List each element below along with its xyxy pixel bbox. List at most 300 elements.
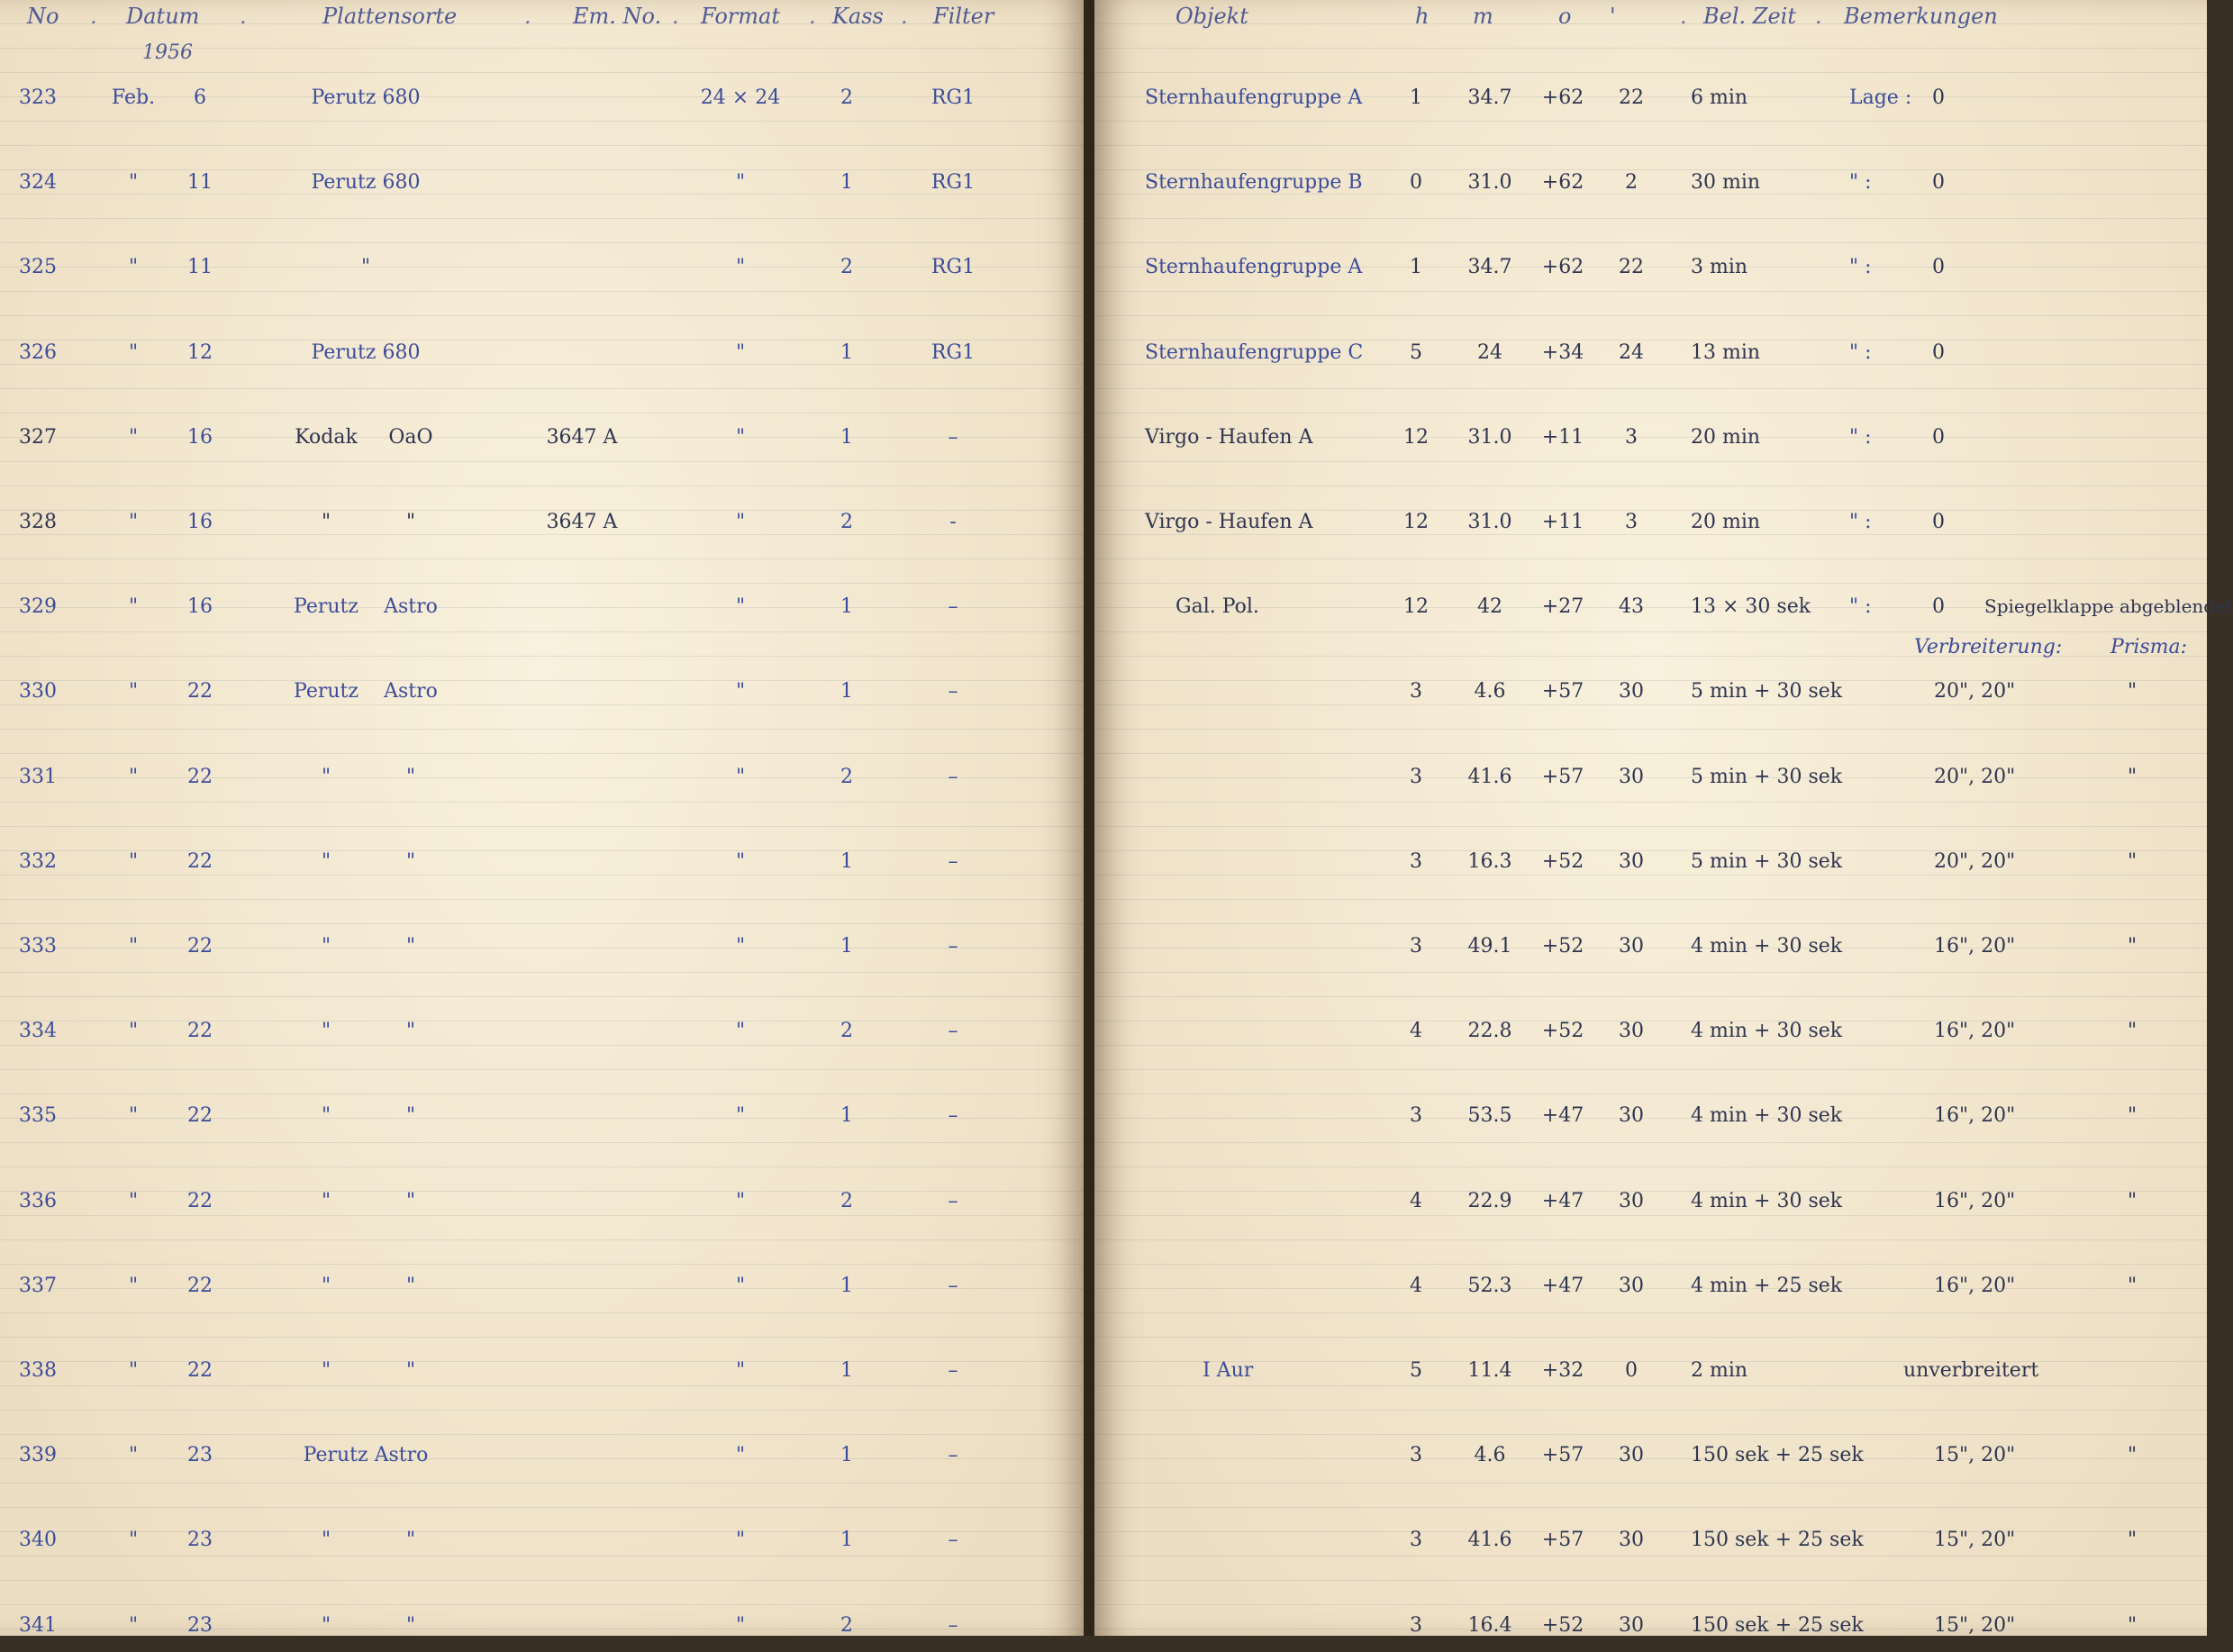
ra-hours: 1 [1410,86,1422,109]
col-header-h: h [1415,4,1430,29]
remark-value: 0 [1932,86,1945,109]
plate-format: " [735,680,746,703]
plate-format: " [735,1275,746,1297]
plate-type-2: " [405,850,416,873]
plate-format: " [735,1614,746,1637]
col-header-deg: o [1558,4,1572,29]
plate-type: Perutz 680 [311,171,421,194]
table-row [1094,767,2207,803]
col-header-min: ' [1610,4,1616,29]
exposure-time: 4 min + 30 sek [1691,1104,1843,1127]
ra-minutes: 22.9 [1467,1190,1512,1212]
date-month: " [128,341,139,364]
ra-minutes: 22.8 [1467,1020,1512,1042]
plate-type-2: " [405,1190,416,1212]
col-header-datum: Datum [126,4,200,29]
ra-hours: 3 [1410,850,1422,873]
cassette-number: 1 [840,1444,853,1466]
date-day: 11 [187,171,213,194]
date-month: " [128,850,139,873]
table-row [0,88,1085,124]
date-day: 23 [187,1614,213,1637]
remark-note: Spiegelklappe abgeblendet [1984,595,2233,617]
plate-number: 335 [19,1104,57,1127]
ra-hours: 3 [1410,766,1422,788]
declination-degrees: +11 [1541,511,1584,533]
table-row [1094,1276,2207,1312]
plate-number: 338 [19,1359,57,1382]
col-header-filter: Filter [933,4,994,29]
ra-minutes: 41.6 [1467,1529,1512,1551]
declination-degrees: +62 [1541,171,1584,194]
table-row [1094,1021,2207,1057]
date-day: 23 [187,1444,213,1466]
plate-type-2: OaO [388,426,433,449]
declination-degrees: +11 [1541,426,1584,449]
object-name: I Aur [1203,1359,1254,1382]
object-name: Gal. Pol. [1176,595,1259,618]
ra-hours: 3 [1410,1104,1422,1127]
declination-degrees: +52 [1541,850,1584,873]
declination-minutes: 30 [1619,1104,1644,1127]
date-month: " [128,171,139,194]
declination-degrees: +34 [1541,341,1584,364]
object-name: Sternhaufengruppe A [1145,86,1363,109]
ra-hours: 3 [1410,1444,1422,1466]
plate-format: " [735,766,746,788]
date-day: 23 [187,1529,213,1551]
filter: – [948,850,958,873]
ra-hours: 5 [1410,341,1422,364]
ra-minutes: 34.7 [1467,256,1512,278]
declination-degrees: +57 [1541,1529,1584,1551]
declination-minutes: 22 [1619,256,1644,278]
table-row [1094,1192,2207,1228]
plate-format: " [735,426,746,449]
declination-minutes: 30 [1619,1614,1644,1637]
date-day: 16 [187,426,213,449]
col-header-plattensorte: Plattensorte [322,4,458,29]
declination-minutes: 30 [1619,850,1644,873]
remark-value: unverbreitert [1903,1359,2039,1382]
remark-value: 15", 20" [1934,1444,2016,1466]
date-day: 22 [187,1275,213,1297]
cassette-number: 2 [840,511,853,533]
table-row [0,258,1085,294]
table-row [1094,682,2207,718]
filter: – [948,1020,958,1042]
ra-hours: 4 [1410,1190,1422,1212]
declination-degrees: +57 [1541,680,1584,703]
date-month: Feb. [111,86,156,109]
ra-minutes: 24 [1477,341,1502,364]
plate-number: 332 [19,850,57,873]
date-month: " [128,511,139,533]
exposure-time: 5 min + 30 sek [1691,680,1843,703]
plate-type: " [360,256,371,278]
header-separator: . [672,4,679,29]
declination-minutes: 43 [1619,595,1644,618]
exposure-time: 150 sek + 25 sek [1691,1444,1864,1466]
plate-type: " [321,1275,331,1297]
filter: – [948,1275,958,1297]
table-row [0,597,1085,633]
plate-type-2: " [405,1020,416,1042]
table-row [0,1021,1085,1057]
date-month: " [128,1359,139,1382]
filter: – [948,680,958,703]
table-row [0,682,1085,718]
table-row [1094,1616,2207,1652]
plate-number: 333 [19,935,57,958]
left-page [0,0,1085,1636]
date-day: 11 [187,256,213,278]
declination-degrees: +27 [1541,595,1584,618]
table-row [0,1192,1085,1228]
plate-type: Kodak [295,426,358,449]
remark-value: 16", 20" [1934,1275,2016,1297]
header-separator: . [240,4,247,29]
col-header-bemerkungen: Bemerkungen [1844,4,1998,29]
declination-minutes: 30 [1619,1529,1644,1551]
plate-type-2: " [405,935,416,958]
header-separator: . [901,4,908,29]
date-month: " [128,256,139,278]
plate-type-2: " [405,511,416,533]
declination-minutes: 24 [1619,341,1644,364]
plate-format: " [735,1529,746,1551]
declination-minutes: 3 [1625,426,1638,449]
date-month: " [128,426,139,449]
plate-type-2: " [405,1104,416,1127]
table-row [0,1276,1085,1312]
remark-value: 16", 20" [1934,1020,2016,1042]
table-row [1094,1446,2207,1482]
table-row [1094,258,2207,294]
date-day: 22 [187,935,213,958]
declination-degrees: +52 [1541,935,1584,958]
plate-type-2: " [405,1275,416,1297]
date-month: " [128,935,139,958]
date-month: " [128,1275,139,1297]
exposure-time: 4 min + 25 sek [1691,1275,1843,1297]
cassette-number: 1 [840,426,853,449]
ra-minutes: 49.1 [1467,935,1512,958]
cassette-number: 1 [840,595,853,618]
remark-ditto: " [2127,1020,2138,1042]
ra-hours: 12 [1403,595,1429,618]
cassette-number: 1 [840,680,853,703]
date-day: 22 [187,1190,213,1212]
plate-number: 328 [19,511,57,533]
plate-type: " [321,1020,331,1042]
ra-hours: 12 [1403,511,1429,533]
date-month: " [128,680,139,703]
ra-hours: 3 [1410,1614,1422,1637]
col-header-kass: Kass [832,4,884,29]
filter: – [948,1529,958,1551]
plate-number: 331 [19,766,57,788]
declination-degrees: +47 [1541,1104,1584,1127]
remark-ditto: " [2127,1190,2138,1212]
col-header-format: Format [701,4,780,29]
table-row [1094,343,2207,379]
table-row [0,1530,1085,1566]
date-day: 12 [187,341,213,364]
emulsion-number: 3647 A [546,511,618,533]
plate-number: 326 [19,341,57,364]
object-name: Virgo - Haufen A [1145,511,1313,533]
header-separator: . [1680,4,1687,29]
plate-type-2: Astro [384,595,438,618]
plate-number: 340 [19,1529,57,1551]
date-month: " [128,766,139,788]
plate-type: Perutz [294,680,359,703]
table-row [1094,1530,2207,1566]
filter: – [948,1614,958,1637]
exposure-time: 20 min [1691,426,1761,449]
table-row [1094,1106,2207,1142]
table-row [0,1106,1085,1142]
verbreiterung-label: Verbreiterung: [1914,636,2063,658]
table-row [0,1616,1085,1652]
plate-format: " [735,171,746,194]
declination-degrees: +57 [1541,766,1584,788]
declination-minutes: 30 [1619,935,1644,958]
object-name: Sternhaufengruppe B [1145,171,1363,194]
declination-minutes: 30 [1619,766,1644,788]
exposure-time: 4 min + 30 sek [1691,1190,1843,1212]
date-month: " [128,1529,139,1551]
exposure-time: 30 min [1691,171,1761,194]
remark-ditto: " [2127,935,2138,958]
remark-value: 0 [1932,256,1945,278]
cassette-number: 2 [840,256,853,278]
plate-format: " [735,850,746,873]
declination-minutes: 30 [1619,1444,1644,1466]
plate-format: " [735,595,746,618]
plate-type: " [321,1529,331,1551]
ra-minutes: 52.3 [1467,1275,1512,1297]
plate-number: 329 [19,595,57,618]
filter: – [948,766,958,788]
prisma-label: Prisma: [2110,636,2188,658]
ra-minutes: 31.0 [1467,426,1512,449]
plate-type: Perutz 680 [311,86,421,109]
exposure-time: 150 sek + 25 sek [1691,1529,1864,1551]
cassette-number: 1 [840,171,853,194]
remark-position-label: " : [1849,595,1872,618]
date-day: 22 [187,1020,213,1042]
cassette-number: 1 [840,935,853,958]
exposure-time: 13 × 30 sek [1691,595,1811,618]
ra-hours: 0 [1410,171,1422,194]
remark-position-label: " : [1849,426,1872,449]
table-row [1094,1361,2207,1397]
declination-minutes: 3 [1625,511,1638,533]
table-row [1094,937,2207,973]
plate-format: " [735,935,746,958]
cassette-number: 2 [840,86,853,109]
table-row [0,767,1085,803]
remark-ditto: " [2127,680,2138,703]
remark-value: 20", 20" [1934,766,2016,788]
remark-ditto: " [2127,1104,2138,1127]
exposure-time: 4 min + 30 sek [1691,1020,1843,1042]
date-day: 6 [194,86,206,109]
plate-number: 341 [19,1614,57,1637]
plate-type-2: " [405,1614,416,1637]
ra-minutes: 4.6 [1474,1444,1506,1466]
date-day: 22 [187,680,213,703]
plate-format: " [735,341,746,364]
declination-minutes: 30 [1619,1190,1644,1212]
plate-type: " [321,850,331,873]
remark-value: 20", 20" [1934,850,2016,873]
date-month: " [128,1020,139,1042]
ra-minutes: 11.4 [1467,1359,1512,1382]
table-row [1094,595,2233,633]
plate-type: " [321,511,331,533]
exposure-time: 5 min + 30 sek [1691,766,1843,788]
ra-minutes: 31.0 [1467,171,1512,194]
plate-type: " [321,935,331,958]
filter: – [948,426,958,449]
table-row [0,1446,1085,1482]
declination-minutes: 2 [1625,171,1638,194]
table-row [1094,428,2207,464]
exposure-time: 150 sek + 25 sek [1691,1614,1864,1637]
header-separator: . [809,4,816,29]
remark-value: 20", 20" [1934,680,2016,703]
col-header-no: No [27,4,59,29]
declination-minutes: 30 [1619,1020,1644,1042]
plate-type: Perutz 680 [311,341,421,364]
filter: – [948,1359,958,1382]
plate-type: " [321,1614,331,1637]
plate-format: " [735,511,746,533]
ra-hours: 5 [1410,1359,1422,1382]
table-row [0,852,1085,888]
filter: RG1 [930,256,976,278]
table-row [1094,173,2207,209]
declination-degrees: +52 [1541,1020,1584,1042]
date-month: " [128,1614,139,1637]
declination-degrees: +62 [1541,86,1584,109]
filter: – [948,1190,958,1212]
remark-ditto: " [2127,850,2138,873]
remark-value: 0 [1932,426,1945,449]
exposure-time: 4 min + 30 sek [1691,935,1843,958]
ra-hours: 4 [1410,1275,1422,1297]
ra-hours: 3 [1410,1529,1422,1551]
filter: RG1 [930,86,976,109]
remark-value: 15", 20" [1934,1529,2016,1551]
ra-hours: 3 [1410,935,1422,958]
remark-ditto: " [2127,1444,2138,1466]
declination-degrees: +47 [1541,1275,1584,1297]
plate-number: 336 [19,1190,57,1212]
remark-position-label: " : [1849,256,1872,278]
cassette-number: 1 [840,850,853,873]
date-month: " [128,1444,139,1466]
declination-minutes: 22 [1619,86,1644,109]
filter: RG1 [930,341,976,364]
remark-value: 15", 20" [1934,1614,2016,1637]
ra-minutes: 31.0 [1467,511,1512,533]
table-row [0,937,1085,973]
plate-number: 323 [19,86,57,109]
cassette-number: 2 [840,1614,853,1637]
remark-value: 0 [1932,595,1945,618]
date-month: " [128,595,139,618]
plate-type-2: " [405,766,416,788]
remark-value: 16", 20" [1934,935,2016,958]
remark-position-label: Lage : [1849,86,1912,109]
table-row [0,428,1085,464]
filter: – [948,1104,958,1127]
date-month: " [128,1104,139,1127]
col-header-objekt: Objekt [1176,4,1248,29]
date-day: 22 [187,766,213,788]
date-day: 22 [187,1104,213,1127]
plate-type: " [321,1359,331,1382]
remark-position-label: " : [1849,171,1872,194]
plate-format: " [735,1104,746,1127]
cassette-number: 1 [840,1359,853,1382]
date-day: 22 [187,850,213,873]
cassette-number: 2 [840,1020,853,1042]
date-month: " [128,1190,139,1212]
filter: - [949,511,957,533]
remark-ditto: " [2127,1529,2138,1551]
plate-type: " [321,1104,331,1127]
remark-value: 16", 20" [1934,1104,2016,1127]
header-separator: . [1815,4,1822,29]
remark-ditto: " [2127,766,2138,788]
date-day: 16 [187,511,213,533]
plate-type: " [321,766,331,788]
ra-minutes: 4.6 [1474,680,1506,703]
col-header-bel-zeit: Bel. Zeit [1703,4,1796,29]
emulsion-number: 3647 A [546,426,618,449]
remark-position-label: " : [1849,511,1872,533]
ra-minutes: 34.7 [1467,86,1512,109]
plate-type: Perutz [294,595,359,618]
col-header-em-no: Em. No. [573,4,662,29]
col-header-m: m [1473,4,1493,29]
plate-number: 334 [19,1020,57,1042]
ra-minutes: 16.3 [1467,850,1512,873]
table-row [1094,88,2207,124]
exposure-time: 5 min + 30 sek [1691,850,1843,873]
cassette-number: 2 [840,1190,853,1212]
right-page [1094,0,2233,1637]
plate-format: " [735,256,746,278]
remark-ditto: " [2127,1614,2138,1637]
filter: – [948,935,958,958]
header-separator: . [90,4,97,29]
exposure-time: 20 min [1691,511,1761,533]
filter: RG1 [930,171,976,194]
table-row [0,173,1085,209]
cassette-number: 1 [840,1275,853,1297]
ra-minutes: 16.4 [1467,1614,1512,1637]
ra-hours: 12 [1403,426,1429,449]
remark-value: 0 [1932,171,1945,194]
declination-minutes: 30 [1619,1275,1644,1297]
plate-format: " [735,1190,746,1212]
